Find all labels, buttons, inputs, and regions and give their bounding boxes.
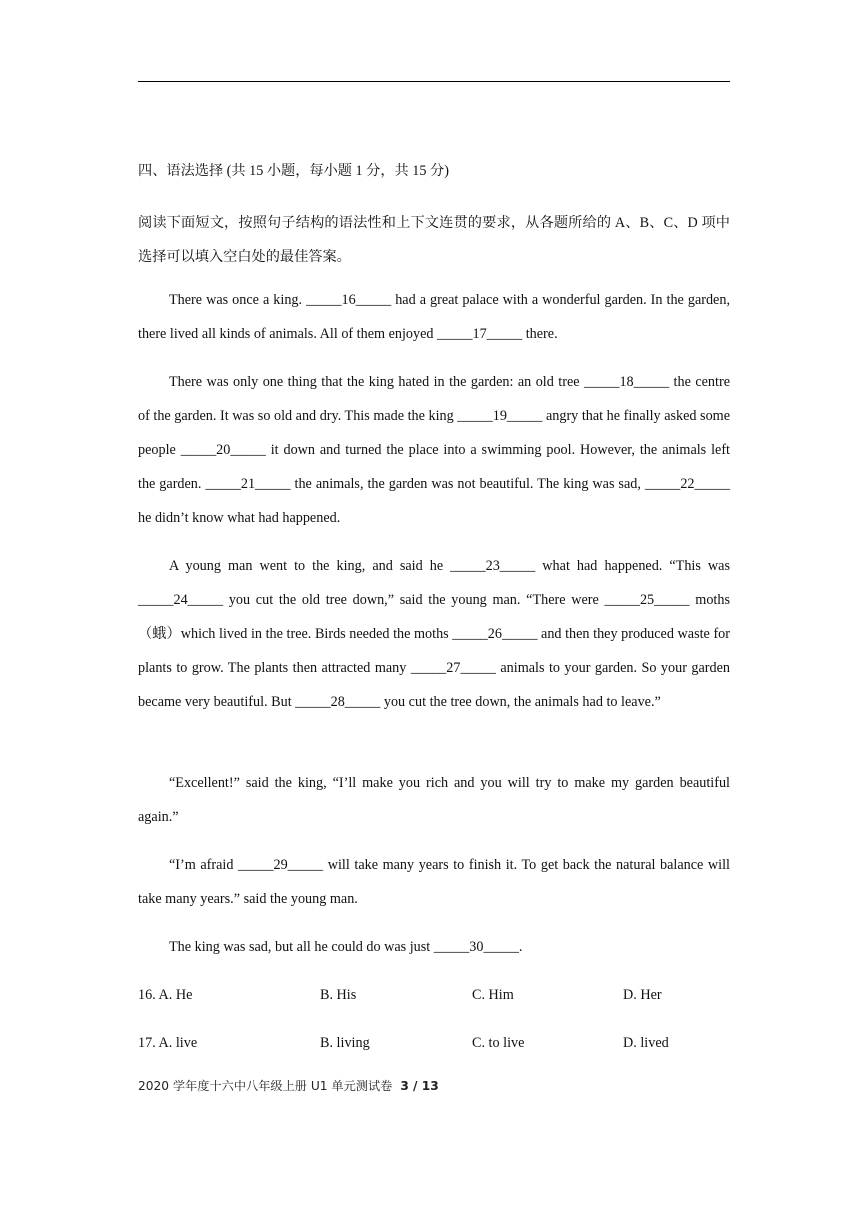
question-options-row: [138, 1030, 738, 1056]
page-footer: [138, 1076, 439, 1096]
option-d[interactable]: D. Her: [623, 987, 662, 1003]
option-c[interactable]: C. Him: [472, 987, 514, 1003]
passage-paragraph: “I’m afraid _____29_____ will take many years to finish it. To get back the natural balance will take many years.” said the young man.: [138, 857, 730, 907]
option-c[interactable]: C. to live: [472, 1035, 525, 1051]
page-number: 3 / 13: [400, 1079, 439, 1093]
header-rule: [138, 81, 730, 82]
footer-title: 2020 学年度十六中八年级上册 U1 单元测试卷: [138, 1079, 393, 1093]
option-a[interactable]: 17. A. live: [138, 1035, 198, 1051]
passage-paragraph: “Excellent!” said the king, “I’ll make you rich and you will try to make my garden beautiful again.”: [138, 775, 730, 825]
option-b[interactable]: B. living: [320, 1035, 370, 1051]
question-options-row: [138, 982, 738, 1008]
passage-paragraph: A young man went to the king, and said he _____23_____ what had happened. “This was _____24_____ you cut the old tree down,” said the young man. “There were _____25_____ moths（蛾）which lived in the tree. Birds needed the moths _____26_____ and then they produced waste for plants to grow. The plants then attracted many _____27_____ animals to your garden. So your garden became very beautiful. But _____28_____ you cut the tree down, the animals had to leave.”: [138, 558, 730, 710]
instructions: 阅读下面短文，按照句子结构的语法性和上下文连贯的要求，从各题所给的 A、B、C、D 项中选择可以填入空白处的最佳答案。: [138, 215, 730, 265]
option-d[interactable]: D. lived: [623, 1035, 669, 1051]
option-b[interactable]: B. His: [320, 987, 357, 1003]
passage-paragraph: There was only one thing that the king hated in the garden: an old tree _____18_____ the centre of the garden. It was so old and dry. This made the king _____19_____ angry that he finally asked some people _____20_____ it down and turned the place into a swimming pool. However, the animals left the garden. _____21_____ the animals, the garden was not beautiful. The king was sad, _____22_____ he didn’t know what had happened.: [138, 374, 730, 526]
section-title: 四、语法选择 (共 15 小题，每小题 1 分，共 15 分): [138, 163, 449, 179]
passage-paragraph: The king was sad, but all he could do was just _____30_____.: [169, 939, 523, 955]
passage-paragraph: There was once a king. _____16_____ had a great palace with a wonderful garden. In the garden, there lived all kinds of animals. All of them enjoyed _____17_____ there.: [138, 292, 730, 342]
option-a[interactable]: 16. A. He: [138, 987, 193, 1003]
